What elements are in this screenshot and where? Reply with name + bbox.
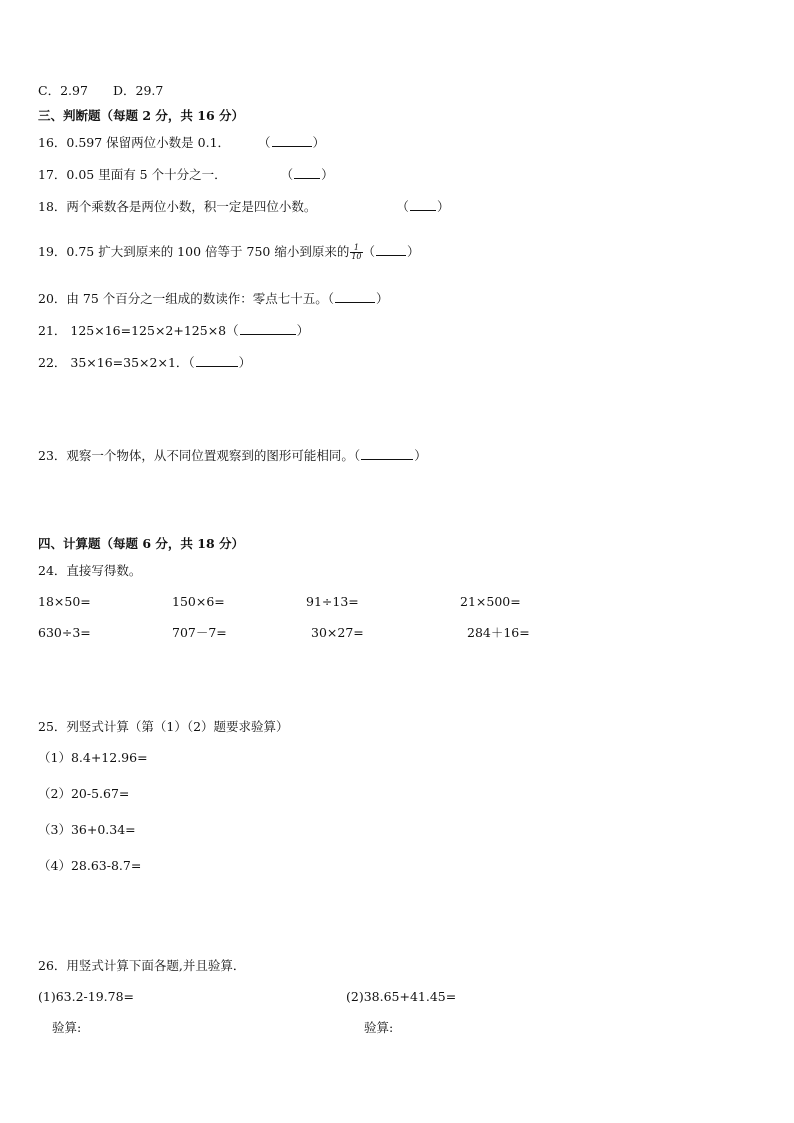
calc-item: 150×6= (172, 594, 225, 609)
question-19-text: 19．0.75 扩大到原来的 100 倍等于 750 缩小到原来的 (38, 244, 350, 259)
q26-item-right: (2)38.65+41.45= (346, 989, 457, 1004)
q22-close-paren: ） (238, 355, 252, 370)
q17-answer-blank[interactable] (294, 167, 320, 179)
question-17 (38, 167, 334, 183)
calc-item: 284＋16= (467, 625, 530, 640)
q21-answer-blank[interactable] (240, 323, 296, 335)
q22-open-paren: （ (188, 355, 195, 370)
calc-item: 91÷13= (306, 594, 359, 609)
question-18-text: 18．两个乘数各是两位小数，积一定是四位小数。 (38, 199, 317, 214)
q20-open-paren: （ (327, 291, 335, 306)
check-label-right: 验算: (364, 1020, 394, 1035)
question-25-title: 25．列竖式计算（第（1）（2）题要求验算） (38, 719, 289, 734)
vertical-calc-item: （3）36+0.34= (38, 822, 136, 837)
check-label-left: 验算: (52, 1020, 82, 1035)
q19-close-paren: ） (407, 244, 420, 259)
question-16 (38, 135, 325, 151)
q19-open-paren: （ (362, 244, 376, 259)
q22-answer-blank[interactable] (196, 355, 238, 367)
question-20-text: 20．由 75 个百分之一组成的数读作：零点七十五。 (38, 291, 328, 306)
fraction-numerator: 1 (350, 244, 362, 253)
q23-answer-blank[interactable] (361, 448, 413, 460)
question-23-text: 23．观察一个物体，从不同位置观察到的图形可能相同。 (38, 448, 354, 463)
q21-close-paren: ） (296, 323, 310, 338)
option-c: C．2.97 (38, 83, 88, 98)
question-24-title: 24．直接写得数。 (38, 563, 142, 578)
vertical-calc-item: （2）20-5.67= (38, 786, 130, 801)
q26-item-left: (1)63.2-19.78= (38, 989, 135, 1004)
q20-answer-blank[interactable] (335, 291, 375, 303)
q23-open-paren: （ (353, 448, 361, 463)
question-22-text: 22． 35×16=35×2×1． (38, 355, 189, 370)
q16-answer-blank[interactable] (272, 135, 312, 147)
q18-close-paren: ） (436, 199, 450, 214)
calc-item: 707－7= (172, 625, 227, 640)
q17-close-paren: ） (321, 167, 334, 182)
vertical-calc-item: （1）8.4+12.96= (38, 750, 148, 765)
q23-close-paren: ） (414, 448, 427, 463)
fraction-one-tenth (350, 244, 362, 261)
section4-heading: 四、计算题（每题 6 分，共 18 分） (38, 536, 245, 551)
q18-answer-blank[interactable] (410, 199, 436, 211)
calc-item: 21×500= (460, 594, 521, 609)
q17-open-paren: （ (280, 167, 294, 182)
option-d: D．29.7 (113, 83, 164, 98)
q16-close-paren: ） (312, 135, 326, 150)
q18-open-paren: （ (396, 199, 409, 214)
question-19 (38, 244, 420, 261)
vertical-calc-item: （4）28.63-8.7= (38, 858, 142, 873)
section3-heading: 三、判断题（每题 2 分，共 16 分） (38, 108, 245, 123)
calc-item: 30×27= (311, 625, 364, 640)
question-23 (38, 448, 427, 464)
q16-open-paren: （ (258, 135, 271, 150)
q19-answer-blank[interactable] (376, 244, 406, 256)
question-20 (38, 291, 389, 307)
question-16-text: 16．0.597 保留两位小数是 0.1． (38, 135, 231, 150)
question-21-text: 21． 125×16=125×2+125×8 (38, 323, 227, 338)
question-17-text: 17．0.05 里面有 5 个十分之一． (38, 167, 227, 182)
fraction-denominator: 10 (351, 252, 362, 261)
q20-close-paren: ） (376, 291, 389, 306)
question-26-title: 26．用竖式计算下面各题,并且验算． (38, 958, 246, 973)
question-22 (38, 355, 251, 371)
q21-open-paren: （ (226, 323, 239, 338)
question-21 (38, 323, 309, 339)
calc-item: 630÷3= (38, 625, 91, 640)
calc-item: 18×50= (38, 594, 91, 609)
question-18 (38, 199, 449, 215)
